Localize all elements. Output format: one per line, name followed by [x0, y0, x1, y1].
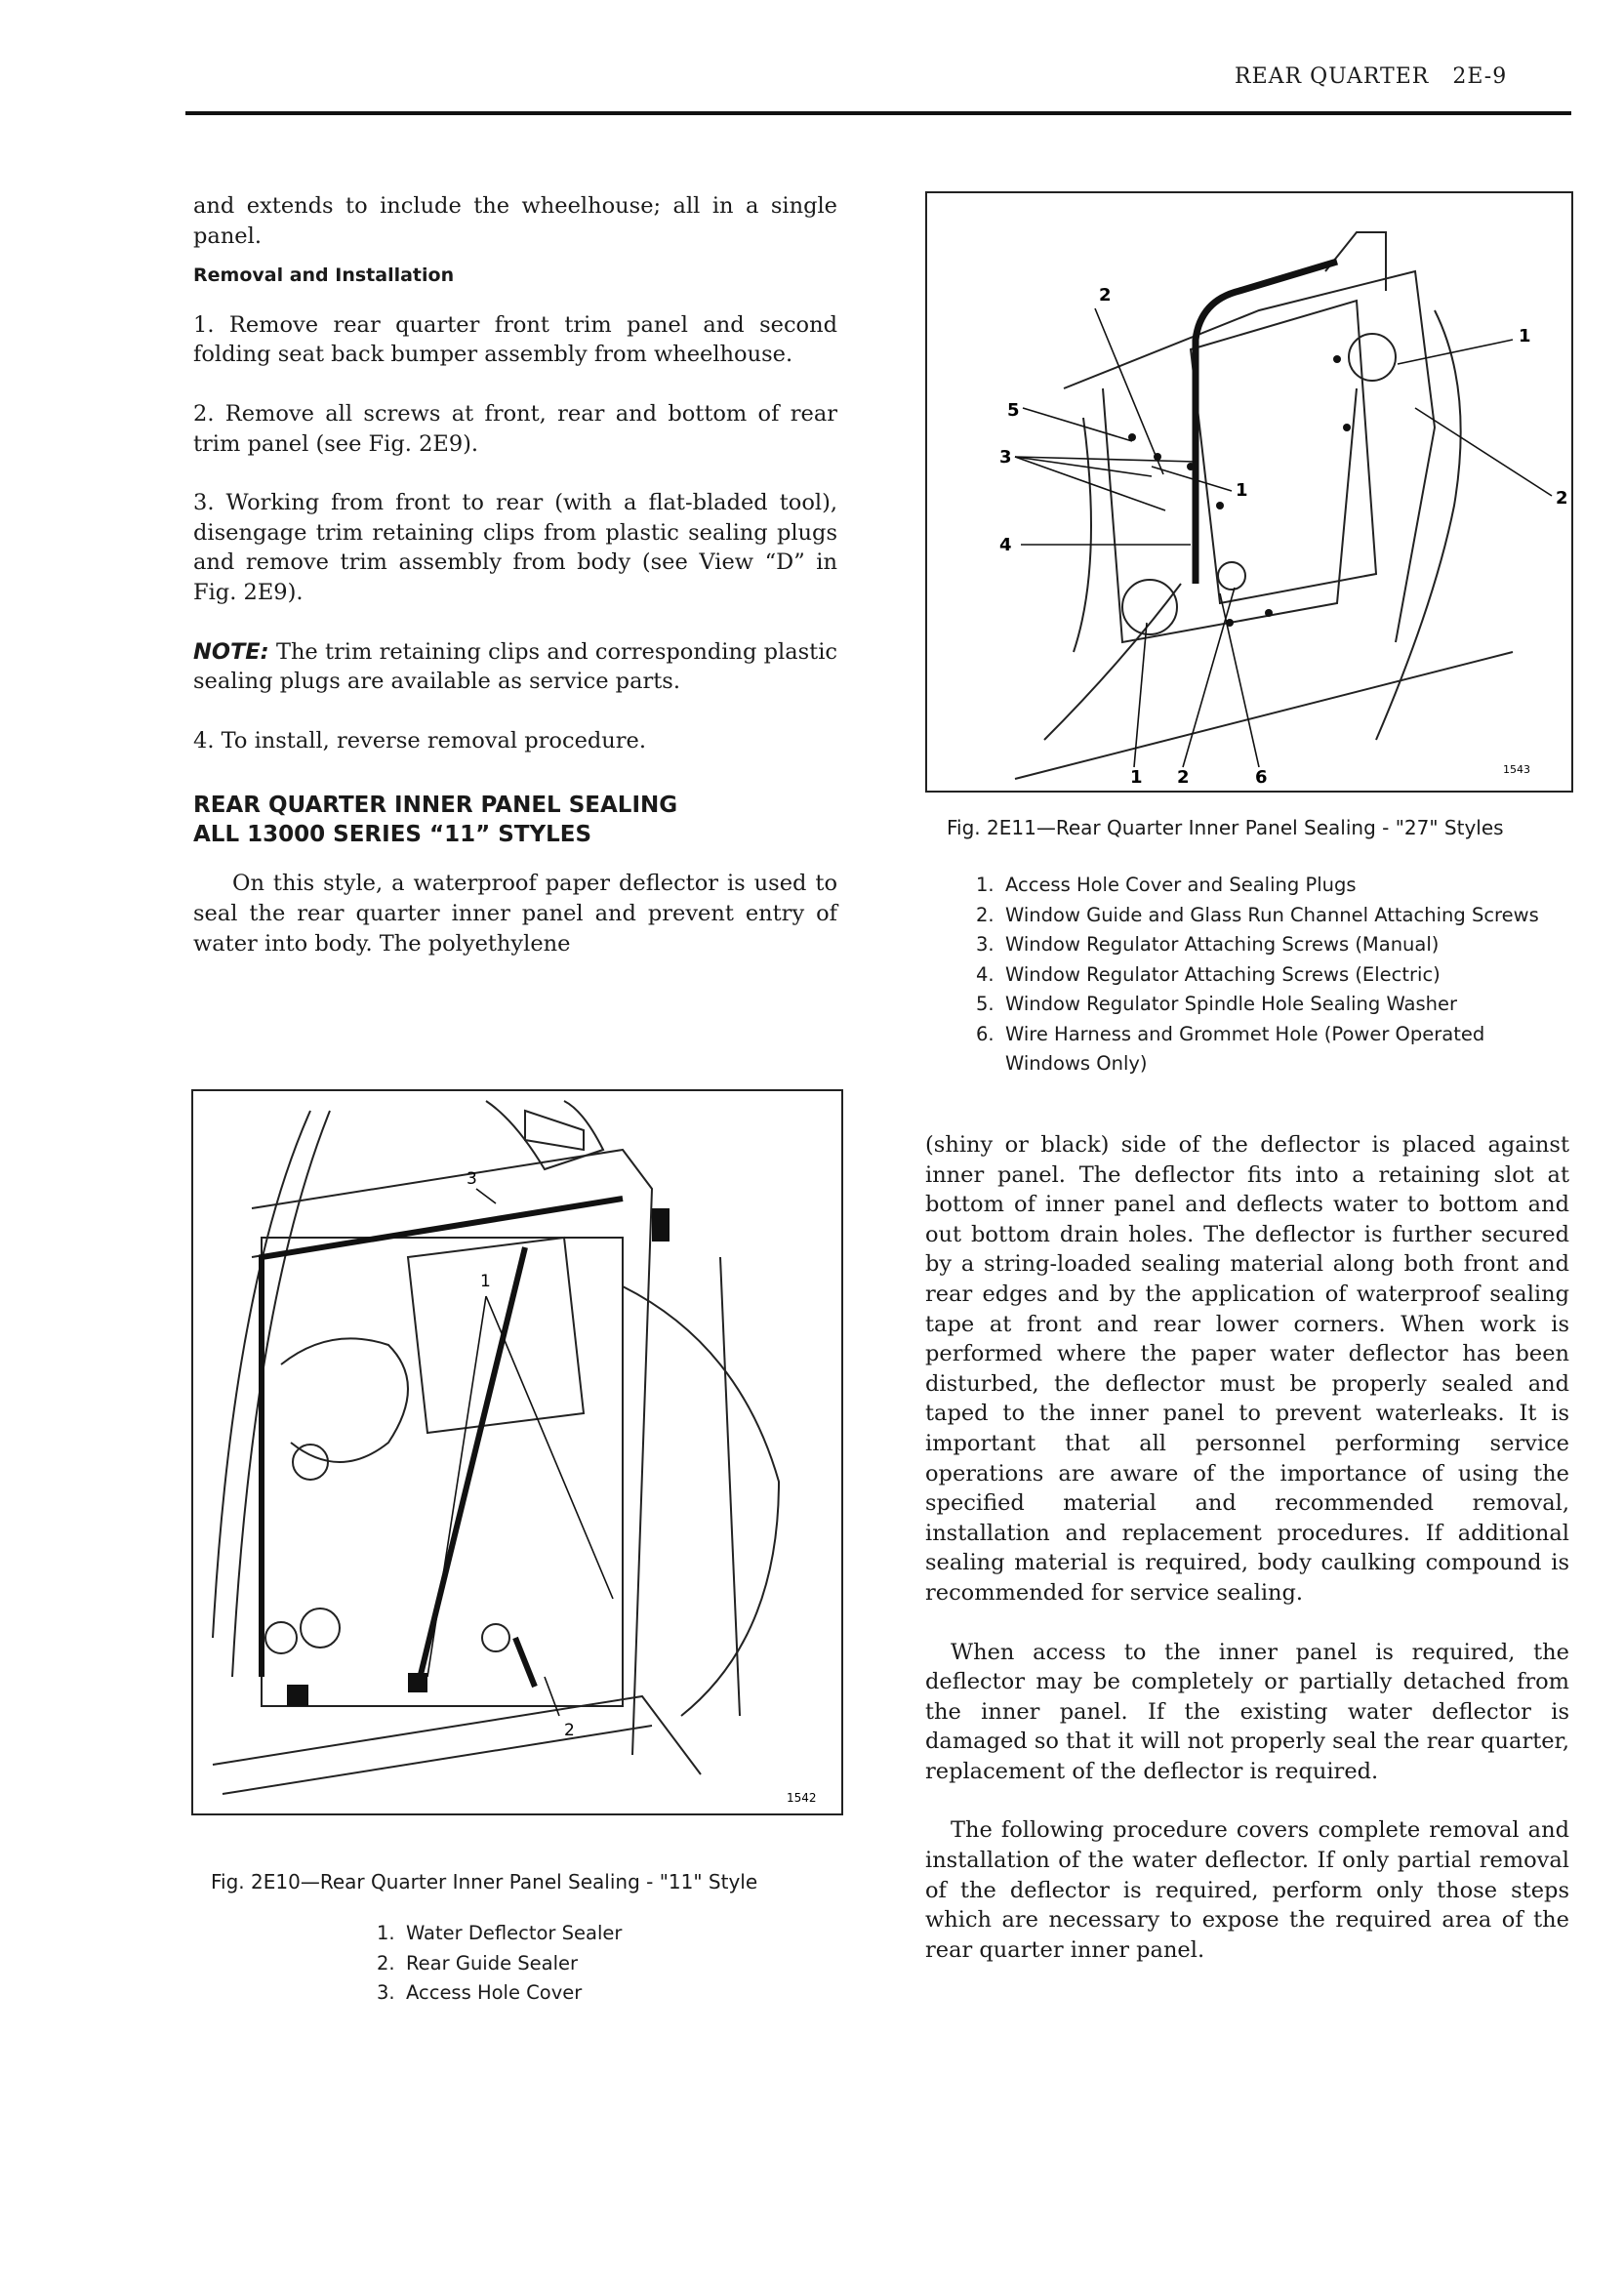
fig10-callout-3: 3	[467, 1169, 477, 1189]
right-paragraph-1: (shiny or black) side of the deflector is placed against inner panel. The deflector fits into a retaining slot at bottom of inner panel and deflects water to bottom and out bottom drain holes. The deflector is further secured by a string-loaded sealing material along both front and rear edges and by the application of waterproof sealing tape at front and rear lower corners. When work is performed where the paper water deflector has been disturbed, the deflector must be properly sealed and taped to the inner panel to prevent waterleaks. It is important that all personnel performing service operations are aware of the importance of using the specified material and recommended removal, installation and replacement procedures. If additional sealing material is required, body caulking compound is recommended for service sealing.	[925, 1132, 1569, 1606]
fig10-callout-1: 1	[480, 1272, 491, 1291]
step-2: 2. Remove all screws at front, rear and bottom of rear trim panel (see Fig. 2E9).	[193, 400, 837, 457]
running-header	[1235, 64, 1507, 89]
fig11-image-number: 1543	[1503, 763, 1530, 776]
fig11-callout: 4	[999, 535, 1012, 555]
section-heading-line1: REAR QUARTER INNER PANEL SEALING	[193, 793, 678, 819]
note	[193, 637, 837, 697]
fig11-legend-item: 3. Window Regulator Attaching Screws (Manual)	[976, 933, 1440, 956]
fig10-legend	[377, 1919, 806, 2009]
fig11-callout: 3	[999, 447, 1012, 468]
fig10-legend-item: 2. Rear Guide Sealer	[377, 1951, 579, 1975]
fig11-callout: 1	[1519, 326, 1531, 346]
right-paragraph-3: The following procedure covers complete removal and installation of the water deflector. If only partial removal of the deflector is required, perform only those steps which are necessary to expose the required area of the rear quarter inner panel.	[925, 1817, 1569, 1963]
intro-style-paragraph: On this style, a waterproof paper deflector is used to seal the rear quarter inner panel and prevent entry of water into body. The polyethylene	[193, 871, 837, 957]
fig11-callout: 2	[1099, 285, 1112, 305]
fig11-legend-item: 2. Window Guide and Glass Run Channel Attaching Screws	[976, 903, 1539, 926]
fig11-legend-item: 1. Access Hole Cover and Sealing Plugs	[976, 874, 1357, 896]
fig10-callout-2: 2	[564, 1721, 575, 1740]
right-paragraph-2: When access to the inner panel is required, the deflector may be completely or partially detached from the inner panel. If the existing water deflector is damaged so that it will not properly seal the rear quarter, replacement of the deflector is required.	[925, 1639, 1569, 1784]
note-text: The trim retaining clips and corresponding plastic sealing plugs are available as service parts.	[193, 638, 837, 695]
section-heading	[193, 791, 837, 849]
right-column	[925, 1130, 1569, 1994]
fig11-caption: Fig. 2E11—Rear Quarter Inner Panel Sealing - "27" Styles	[947, 816, 1504, 839]
note-label: NOTE:	[193, 638, 269, 665]
figure-2e10-drawing	[193, 1091, 841, 1813]
fig11-callout: 2	[1556, 488, 1568, 509]
fig11-legend-item: 4. Window Regulator Attaching Screws (Electric)	[976, 962, 1441, 986]
fig11-legend	[976, 871, 1571, 1079]
section-heading-line2: ALL 13000 SERIES “11” STYLES	[193, 822, 592, 848]
figure-2e11	[925, 191, 1573, 793]
fig11-legend-item: 6. Wire Harness and Grommet Hole (Power Operated Windows Only)	[976, 1022, 1485, 1075]
fig11-callout: 1	[1236, 480, 1248, 501]
fig10-image-number: 1542	[787, 1791, 817, 1805]
section-title: REAR QUARTER	[1235, 64, 1430, 89]
fig10-legend-item: 1. Water Deflector Sealer	[377, 1922, 623, 1944]
page-number: 2E-9	[1452, 64, 1508, 89]
fig11-callout: 2	[1177, 767, 1190, 788]
fig10-caption: Fig. 2E10—Rear Quarter Inner Panel Sealing - "11" Style	[211, 1870, 758, 1893]
header-rule	[185, 111, 1571, 115]
left-column	[193, 191, 837, 988]
subheading: Removal and Installation	[193, 265, 455, 287]
fig11-callout: 1	[1130, 767, 1143, 788]
figure-2e10	[191, 1089, 843, 1815]
fig11-legend-item: 5. Window Regulator Spindle Hole Sealing Washer	[976, 993, 1457, 1015]
step-1: 1. Remove rear quarter front trim panel and second folding seat back bumper assembly from wheelhouse.	[193, 311, 837, 368]
step-3: 3. Working from front to rear (with a flat-bladed tool), disengage trim retaining clips from plastic sealing plugs and remove trim assembly from body (see View “D” in Fig. 2E9).	[193, 490, 837, 605]
figure-2e11-drawing	[927, 193, 1571, 791]
intro-paragraph: and extends to include the wheelhouse; all in a single panel.	[193, 193, 837, 249]
fig11-callout: 6	[1255, 767, 1268, 788]
step-4: 4. To install, reverse removal procedure.	[193, 727, 646, 753]
fig11-callout: 5	[1007, 400, 1020, 421]
fig10-legend-item: 3. Access Hole Cover	[377, 1981, 583, 2004]
